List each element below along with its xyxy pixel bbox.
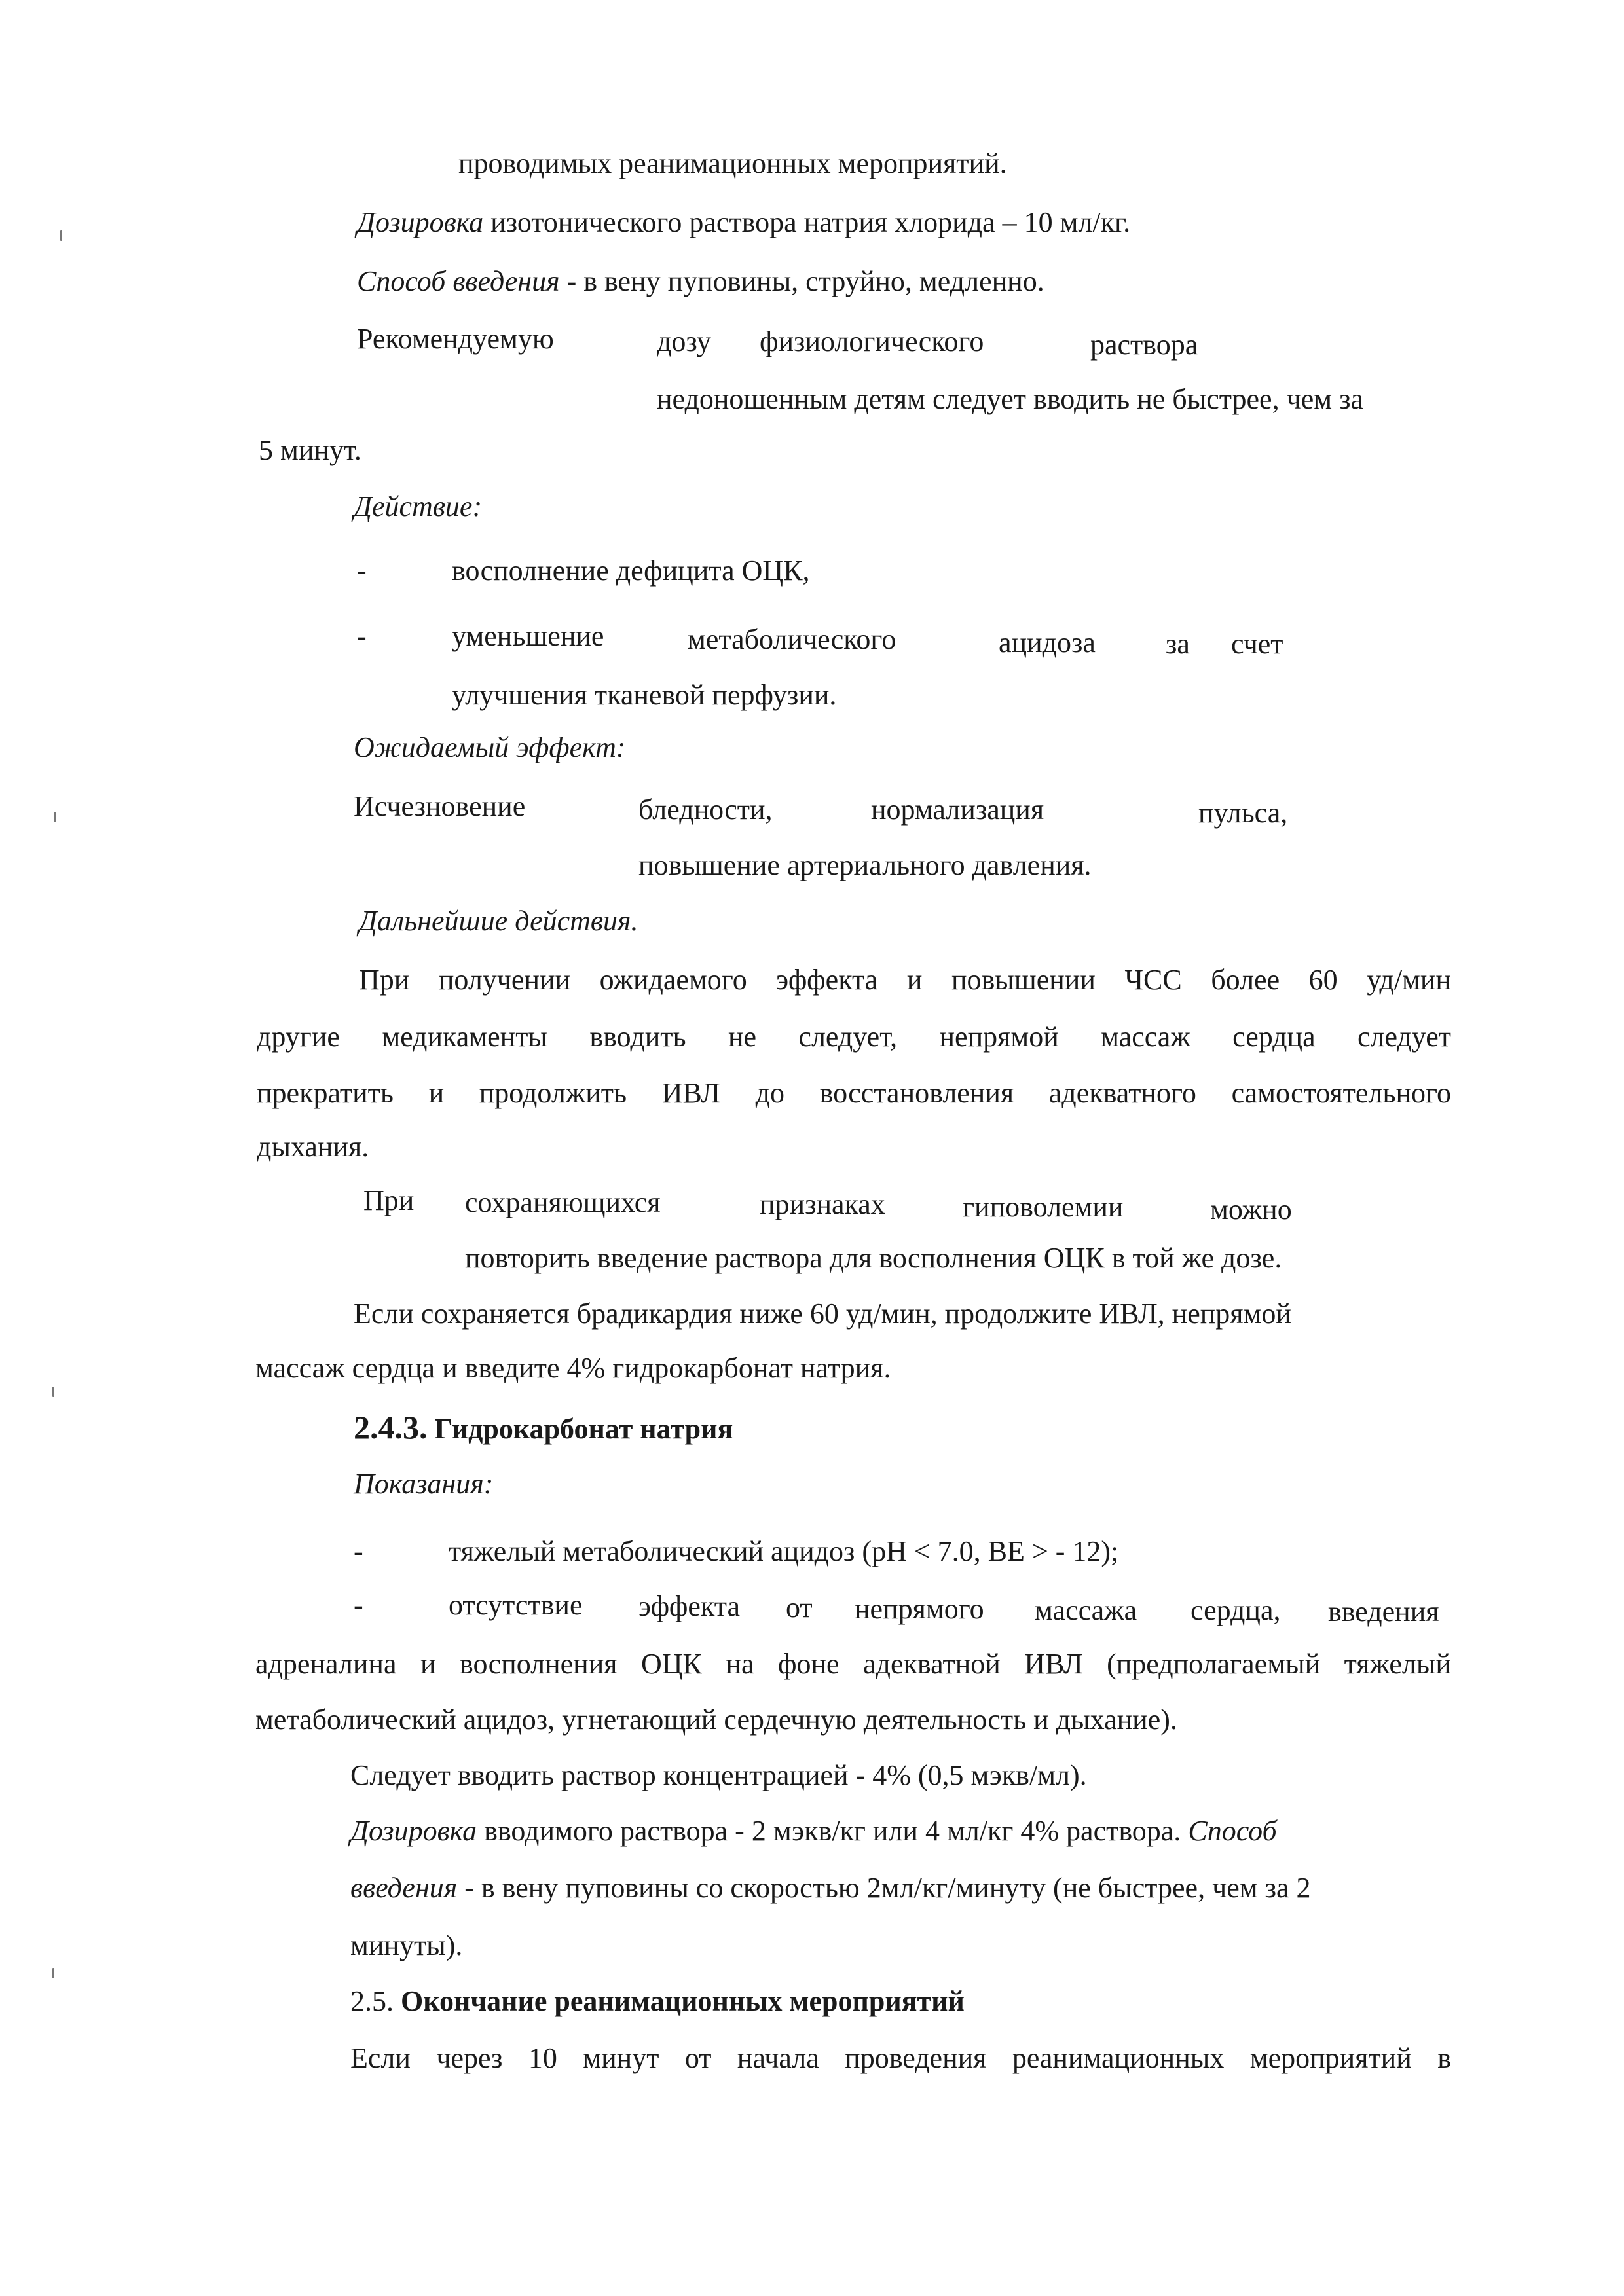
bullet-dash: - [357,620,367,652]
word: ЧСС [1124,964,1182,996]
section-heading [350,1987,965,2016]
emphasis: Способ [1188,1815,1277,1847]
emphasis: Дозировка [350,1815,477,1847]
text-line [357,208,1130,237]
word: и [420,1648,436,1680]
text-line: метаболического [688,623,896,655]
word: через [436,2042,503,2074]
word: Если [350,2042,411,2074]
heading-title: Гидрокарбонат натрия [427,1413,733,1445]
text-line: При [363,1184,415,1216]
emphasis: Дозировка [357,206,484,238]
text-line: дозу [657,325,711,357]
word: 10 [528,2042,557,2074]
word: реанимационных [1012,2042,1225,2074]
text-line: Следует вводить раствор концентрацией - 4% (0,5 мэкв/мл). [350,1759,1087,1791]
word: адекватной [863,1648,1001,1680]
word: 60 [1308,964,1338,996]
scan-mark [52,1968,54,1978]
section-heading [354,1411,733,1444]
scan-mark [52,1387,54,1397]
word: тяжелый [1344,1648,1451,1680]
section-label: Действие: [354,490,483,522]
text-run: - в вену пуповины, струйно, медленно. [559,265,1044,297]
word: самостоятельного [1231,1077,1451,1109]
text-line: дыхания. [257,1131,369,1163]
text-line: за [1166,628,1190,660]
text-line: сохраняющихся [465,1186,661,1218]
word: получении [438,964,571,996]
text-line: нормализация [871,793,1044,826]
text-line: недоношенным детям следует вводить не быстрее, чем за [657,383,1363,415]
text-run: вводимого раствора - 2 мэкв/кг или 4 мл/кг 4% раствора. [477,1815,1189,1847]
text-line [359,966,1451,994]
bullet-dash: - [354,1589,363,1621]
word: мероприятий [1249,2042,1412,2074]
word: ИВЛ [1024,1648,1083,1680]
text-line: проводимых реанимационных мероприятий. [458,147,1007,179]
word: уд/мин [1367,964,1451,996]
word: адекватного [1048,1077,1196,1109]
bullet-text: тяжелый метаболический ацидоз (pH < 7.0, BE > - 12); [449,1535,1119,1567]
text-line: массаж сердца и введите 4% гидрокарбонат натрия. [255,1352,891,1384]
word: эффекта [776,964,878,996]
text-line [255,1650,1451,1679]
word: от [684,2042,712,2074]
text-line: Исчезновение [354,790,526,822]
section-label: Ожидаемый эффект: [354,731,626,763]
word: в [1437,2042,1451,2074]
word: и [906,964,923,996]
word: проведения [845,2042,987,2074]
text-line [357,267,1044,296]
text-line: метаболический ацидоз, угнетающий сердечную деятельность и дыхание). [255,1704,1177,1736]
bullet-dash: - [357,555,367,587]
word: вводить [589,1021,686,1053]
text-run: - в вену пуповины со скоростью 2мл/кг/минуту (не быстрее, чем за 2 [457,1872,1311,1904]
word: начала [737,2042,819,2074]
text-run: изотонического раствора натрия хлорида – 10 мл/кг. [483,206,1131,238]
text-line: физиологического [760,325,984,357]
heading-title: Окончание реанимационных мероприятий [401,1985,965,2017]
word: непрямой [939,1021,1059,1053]
section-label: Дальнейшие действия. [359,905,638,937]
text-line: отсутствие [449,1589,583,1621]
word: ИВЛ [661,1077,720,1109]
text-line: можно [1210,1194,1292,1226]
text-line: эффекта [638,1590,741,1622]
word: минут [583,2042,659,2074]
text-line: признаках [760,1188,885,1220]
text-line [257,1023,1451,1051]
text-line: бледности, [638,793,773,826]
bullet-dash: - [354,1535,363,1567]
text-line [257,1079,1451,1108]
word: медикаменты [382,1021,547,1053]
text-line: 5 минут. [259,434,361,466]
word: адреналина [255,1648,397,1680]
word: (предполагаемый [1107,1648,1321,1680]
heading-number: 2.4.3. [354,1409,428,1446]
text-line: непрямого [855,1593,984,1625]
text-line: повышение артериального давления. [638,849,1092,881]
text-line [350,1874,1311,1903]
word: следует, [798,1021,898,1053]
scan-mark [60,230,62,241]
word: не [728,1021,757,1053]
text-line: уменьшение [452,620,604,652]
word: прекратить [257,1077,394,1109]
scan-mark [54,812,56,822]
text-line: ацидоза [999,627,1096,659]
emphasis: введения [350,1872,458,1904]
section-label: Показания: [354,1468,494,1500]
word: и [428,1077,445,1109]
text-line: пульса, [1198,797,1288,829]
text-line: счет [1231,628,1283,660]
text-line: повторить введение раствора для восполнения ОЦК в той же дозе. [465,1242,1282,1274]
text-line: Если сохраняется брадикардия ниже 60 уд/мин, продолжите ИВЛ, непрямой [354,1298,1291,1330]
text-line: введения [1328,1595,1439,1628]
word: восстановления [819,1077,1014,1109]
text-line: минуты). [350,1929,463,1961]
word: следует [1357,1021,1451,1053]
word: на [726,1648,754,1680]
word: ожидаемого [599,964,747,996]
word: другие [257,1021,340,1053]
word: продолжить [479,1077,627,1109]
text-line: гиповолемии [963,1191,1124,1223]
emphasis: Способ введения [357,265,560,297]
word: повышении [951,964,1096,996]
word: массаж [1101,1021,1190,1053]
heading-number: 2.5. [350,1985,401,2017]
text-line [350,2044,1451,2073]
text-line [350,1817,1277,1846]
text-line: сердца, [1190,1594,1281,1626]
word: более [1211,964,1280,996]
text-line: Рекомендуемую [357,323,554,355]
word: При [359,964,410,996]
text-line: от [786,1592,813,1624]
word: восполнения [460,1648,618,1680]
text-line: раствора [1090,329,1198,361]
word: фоне [777,1648,840,1680]
word: ОЦК [640,1648,702,1680]
bullet-text: улучшения тканевой перфузии. [452,679,837,711]
bullet-text: восполнение дефицита ОЦК, [452,555,810,587]
word: сердца [1232,1021,1316,1053]
text-line: массажа [1035,1594,1137,1626]
word: до [755,1077,785,1109]
